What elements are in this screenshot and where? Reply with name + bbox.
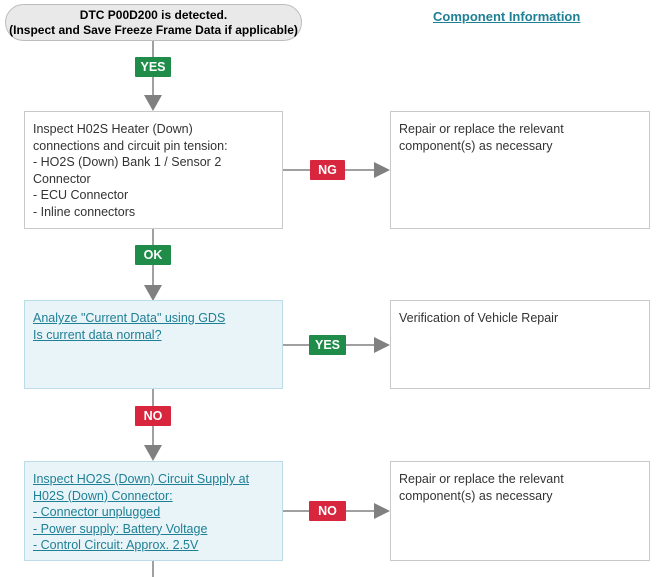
- step3-link-line[interactable]: - Power supply: Battery Voltage: [33, 521, 208, 536]
- arrowhead-down: [144, 95, 162, 111]
- arrowhead-down: [144, 285, 162, 301]
- inspect-circuit-supply-box: [24, 461, 283, 561]
- no-badge: NO: [309, 501, 346, 521]
- repair-replace-box: [390, 461, 650, 561]
- start-line-1: DTC P00D200 is detected.: [79, 8, 228, 22]
- step1-line: - ECU Connector: [33, 188, 129, 203]
- arrowhead-right: [374, 162, 390, 178]
- step1-line: Connector: [33, 171, 91, 186]
- start-line-2: (Inspect and Save Freeze Frame Data if applicable): [9, 23, 298, 37]
- step3-link-line[interactable]: - Connector unplugged: [33, 505, 161, 520]
- ok-badge: OK: [135, 245, 171, 265]
- repair1-line: Repair or replace the relevant: [399, 122, 564, 136]
- step1-line: connections and circuit pin tension:: [33, 138, 228, 153]
- arrowhead-right: [374, 337, 390, 353]
- repair-replace-box: [390, 111, 650, 229]
- inspect-heater-connections-box: [24, 111, 283, 229]
- no-badge: NO: [135, 406, 171, 426]
- yes-badge: YES: [309, 335, 346, 355]
- verification-line: Verification of Vehicle Repair: [399, 311, 559, 325]
- step1-line: - Inline connectors: [33, 204, 136, 219]
- step3-link-line[interactable]: - Control Circuit: Approx. 2.5V: [33, 538, 199, 553]
- step1-line: Inspect H02S Heater (Down): [33, 122, 193, 136]
- start-terminal: [5, 4, 302, 41]
- arrowhead-right: [374, 503, 390, 519]
- step3-link-line[interactable]: Inspect HO2S (Down) Circuit Supply at: [33, 472, 250, 486]
- analyze-current-data-link[interactable]: Analyze "Current Data" using GDS: [33, 311, 226, 325]
- repair2-line: Repair or replace the relevant: [399, 472, 564, 486]
- arrowhead-down: [144, 445, 162, 461]
- repair2-line: component(s) as necessary: [399, 488, 553, 503]
- repair1-line: component(s) as necessary: [399, 138, 553, 153]
- component-information-link[interactable]: Component Information: [433, 9, 581, 24]
- step3-link-line[interactable]: H02S (Down) Connector:: [33, 488, 173, 503]
- ng-badge: NG: [310, 160, 345, 180]
- analyze-current-data-box: [24, 300, 283, 389]
- verification-box: [390, 300, 650, 389]
- current-data-normal-link[interactable]: Is current data normal?: [33, 327, 162, 342]
- step1-line: - HO2S (Down) Bank 1 / Sensor 2: [33, 155, 222, 170]
- yes-badge: YES: [135, 57, 171, 77]
